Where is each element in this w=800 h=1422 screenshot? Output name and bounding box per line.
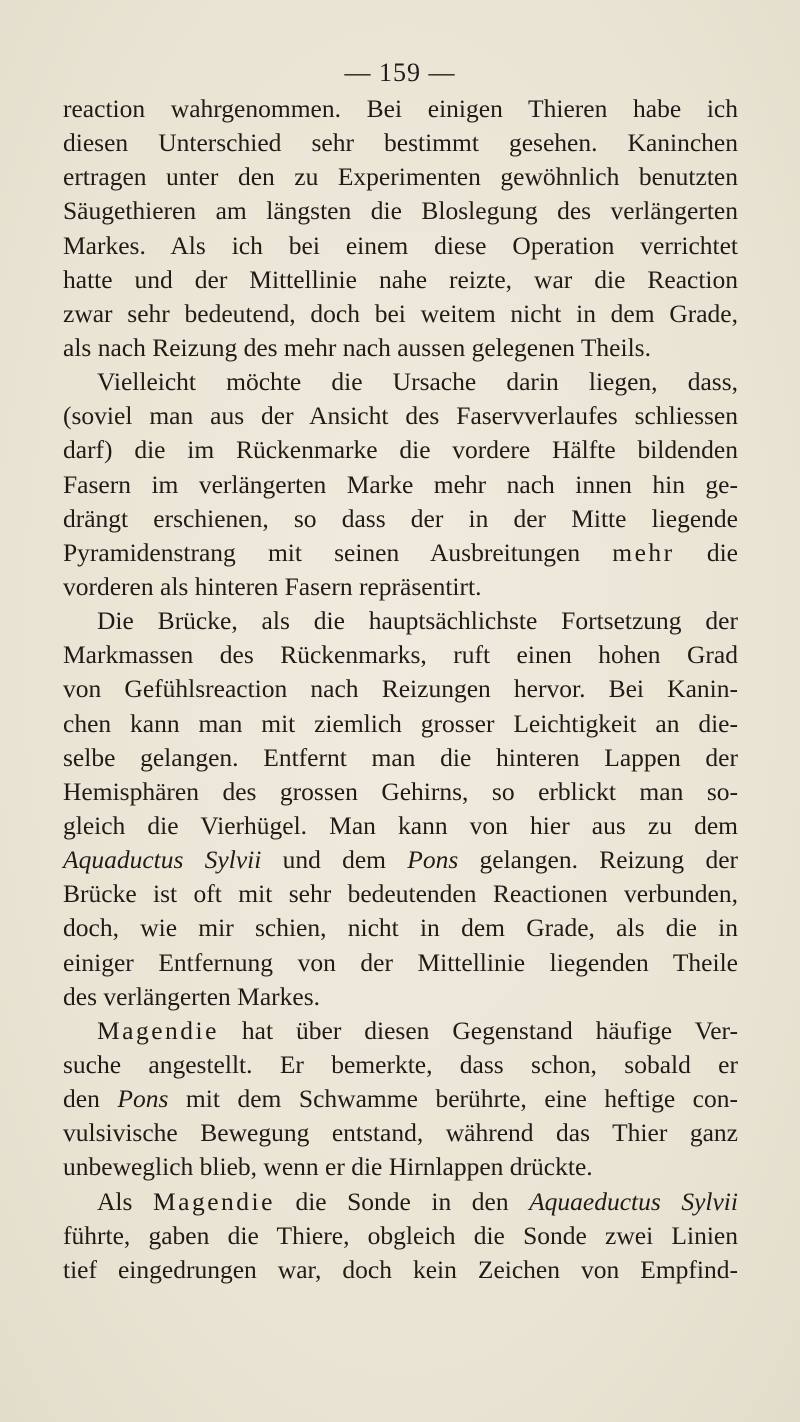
text-line xyxy=(63,843,738,877)
text-segment: Markmassen des Rückenmarks, ruft einen hohen Grad xyxy=(63,640,738,670)
text-line xyxy=(63,536,738,570)
text-line xyxy=(63,638,738,672)
text-segment: unbeweglich blieb, wenn er die Hirnlappen drückte. xyxy=(63,1152,593,1182)
text-line xyxy=(63,1150,738,1184)
text-line xyxy=(63,1253,738,1287)
text-line xyxy=(63,468,738,502)
text-segment: doch, wie mir schien, nicht in dem Grade, als die in xyxy=(63,913,738,943)
spaced-emphasis: Magendie xyxy=(97,1015,219,1045)
italic-term: Aquaeductus Sylvii xyxy=(529,1186,738,1216)
text-line xyxy=(63,946,738,980)
text-segment: die xyxy=(674,537,738,567)
text-line xyxy=(63,1014,738,1048)
text-line xyxy=(63,297,738,331)
text-line xyxy=(63,399,738,433)
text-segment: Vielleicht möchte die Ursache darin liegen, dass, xyxy=(97,367,738,397)
text-line xyxy=(63,194,738,228)
text-segment: von Gefühlsreaction nach Reizungen hervor. Bei Kanin- xyxy=(63,674,738,704)
text-line xyxy=(63,365,738,399)
text-line xyxy=(63,980,738,1014)
text-line xyxy=(63,604,738,638)
text-segment: Brücke ist oft mit sehr bedeutenden Reactionen verbunden, xyxy=(63,879,738,909)
text-segment: gelangen. Reizung der xyxy=(458,845,739,875)
body-text xyxy=(63,92,738,1287)
text-segment: zwar sehr bedeutend, doch bei weitem nicht in dem Grade, xyxy=(63,298,738,328)
text-segment: chen kann man mit ziemlich grosser Leichtigkeit an die- xyxy=(63,708,738,738)
text-segment: mit dem Schwamme berührte, eine heftige con- xyxy=(168,1084,738,1114)
text-segment: reaction wahrgenommen. Bei einigen Thieren habe ich xyxy=(63,94,738,123)
text-segment: Die Brücke, als die hauptsächlichste Fortsetzung der xyxy=(97,606,738,636)
text-line xyxy=(63,707,738,741)
text-line xyxy=(63,570,738,604)
text-line xyxy=(63,775,738,809)
text-line xyxy=(63,229,738,263)
text-segment: vulsivische Bewegung entstand, während das Thier ganz xyxy=(63,1118,738,1148)
text-segment: hatte und der Mittellinie nahe reizte, war die Reaction xyxy=(63,264,738,294)
text-segment: tief eingedrungen war, doch kein Zeichen von Empfind- xyxy=(63,1254,738,1284)
text-line xyxy=(63,1116,738,1150)
text-segment: als nach Reizung des mehr nach aussen gelegenen Theils. xyxy=(63,332,651,362)
text-segment: den xyxy=(63,1084,118,1114)
text-segment: darf) die im Rückenmarke die vordere Hälfte bildenden xyxy=(63,435,738,465)
text-segment: ertragen unter den zu Experimenten gewöhnlich benutzten xyxy=(63,162,738,192)
italic-term: Pons xyxy=(407,845,459,875)
page-number-header: — 159 — xyxy=(344,58,456,87)
text-segment: Pyramidenstrang mit seinen Ausbreitungen xyxy=(63,537,613,567)
text-segment: hat über diesen Gegenstand häufige Ver- xyxy=(218,1015,738,1045)
text-line xyxy=(63,877,738,911)
text-line xyxy=(63,911,738,945)
text-segment: einiger Entfernung von der Mittellinie liegenden Theile xyxy=(63,947,738,977)
text-segment: führte, gaben die Thiere, obgleich die Sonde zwei Linien xyxy=(63,1220,738,1250)
text-segment: Markes. Als ich bei einem diese Operation verrichtet xyxy=(63,230,738,260)
text-line xyxy=(63,160,738,194)
text-segment: (soviel man aus der Ansicht des Faservverlaufes schliessen xyxy=(63,401,738,431)
text-segment: Fasern im verlängerten Marke mehr nach innen hin ge- xyxy=(63,469,738,499)
text-segment: Säugethieren am längsten die Bloslegung des verlängerten xyxy=(63,196,738,226)
text-segment: diesen Unterschied sehr bestimmt gesehen. Kaninchen xyxy=(63,128,738,158)
text-segment: Hemisphären des grossen Gehirns, so erblickt man so- xyxy=(63,776,738,806)
text-line xyxy=(63,1185,738,1219)
text-segment: drängt erschienen, so dass der in der Mitte liegende xyxy=(63,503,738,533)
text-line xyxy=(63,1219,738,1253)
text-line xyxy=(63,1048,738,1082)
text-line xyxy=(63,672,738,706)
text-line xyxy=(63,433,738,467)
text-line xyxy=(63,126,738,160)
text-line xyxy=(63,502,738,536)
italic-term: Aquaductus Sylvii xyxy=(63,845,262,875)
text-segment: suche angestellt. Er bemerkte, dass schon, sobald er xyxy=(63,1049,738,1079)
spaced-emphasis: mehr xyxy=(612,537,675,567)
text-line xyxy=(63,92,738,126)
spaced-emphasis: Magendie xyxy=(152,1186,275,1216)
text-segment: vorderen als hinteren Fasern repräsentirt. xyxy=(63,571,482,601)
text-line xyxy=(63,741,738,775)
text-segment: die Sonde in den xyxy=(274,1186,530,1216)
text-segment: Als xyxy=(97,1186,153,1216)
text-line xyxy=(63,809,738,843)
text-line xyxy=(63,263,738,297)
text-segment: selbe gelangen. Entfernt man die hinteren Lappen der xyxy=(63,742,738,772)
text-segment: und dem xyxy=(261,845,408,875)
text-segment: des verlängerten Markes. xyxy=(63,981,321,1011)
italic-term: Pons xyxy=(117,1084,169,1114)
text-line xyxy=(63,1082,738,1116)
text-segment: gleich die Vierhügel. Man kann von hier aus zu dem xyxy=(63,810,738,840)
text-line xyxy=(63,331,738,365)
